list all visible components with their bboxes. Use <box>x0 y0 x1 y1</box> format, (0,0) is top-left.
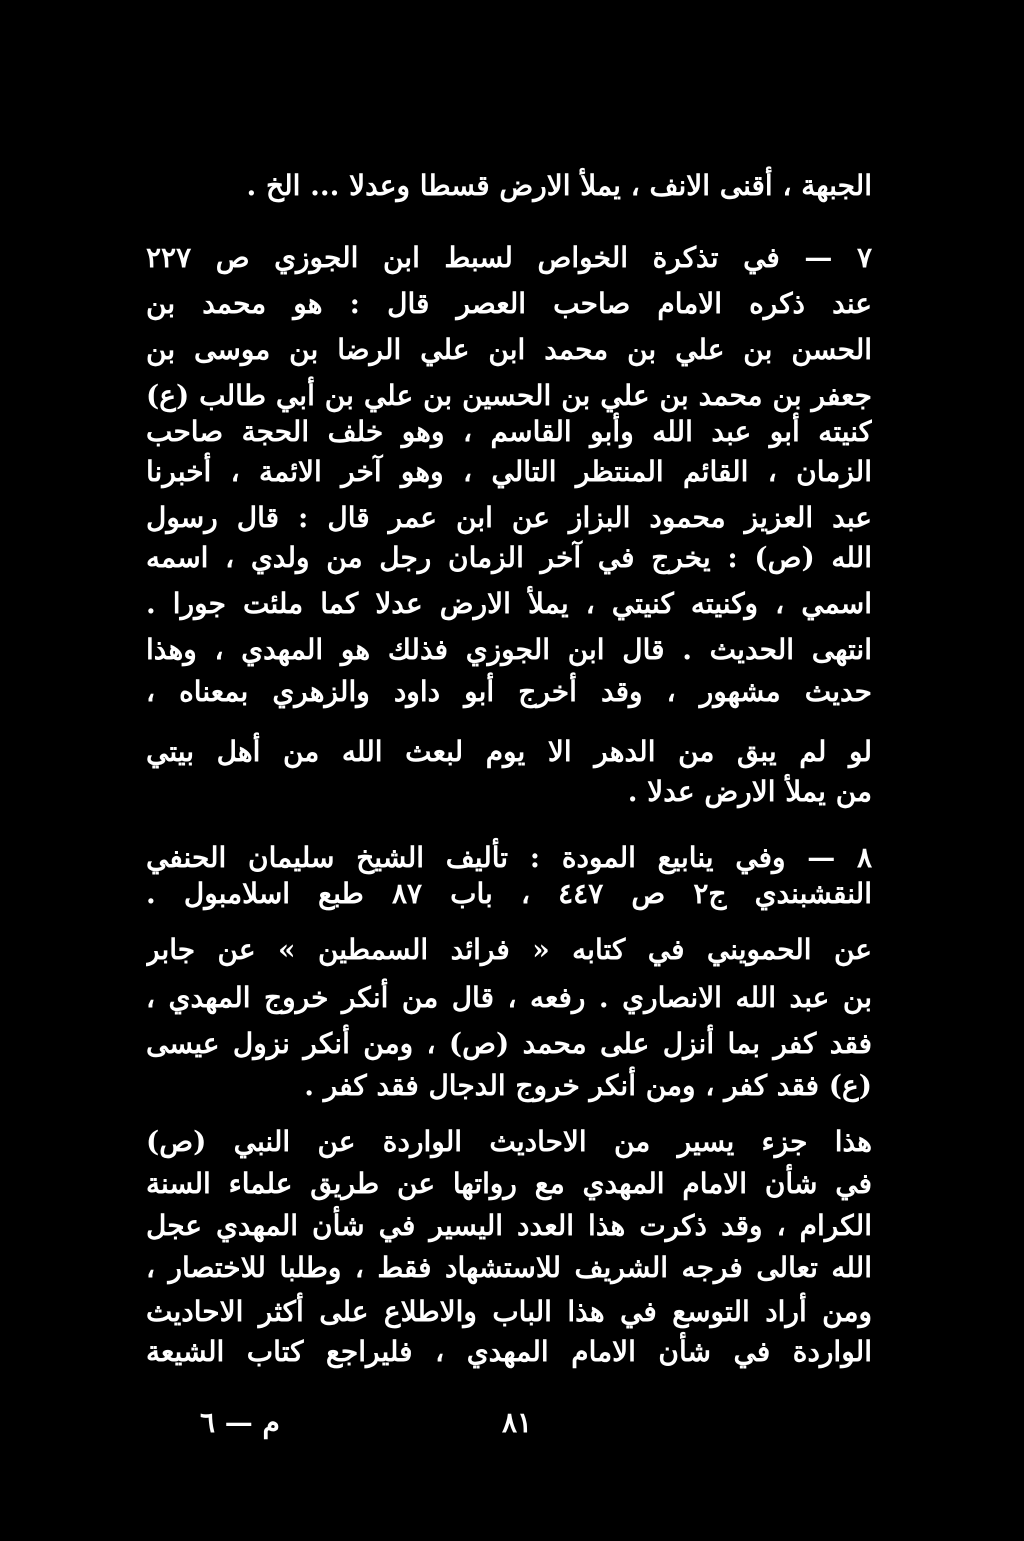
text-line: الواردة في شأن الامام المهدي ، فليراجع كتاب الشيعة <box>146 1335 872 1368</box>
text-line: بن عبد الله الانصاري . رفعه ، قال من أنكر خروج المهدي ، <box>146 981 872 1014</box>
text-line: الله (ص) : يخرج في آخر الزمان رجل من ولدي ، اسمه <box>146 541 872 574</box>
text-line: فقد كفر بما أنزل على محمد (ص) ، ومن أنكر نزول عيسى <box>146 1027 872 1060</box>
text-line: هذا جزء يسير من الاحاديث الواردة عن النبي (ص) <box>146 1125 872 1158</box>
text-line: لو لم يبق من الدهر الا يوم لبعث الله من أهل بيتي <box>146 735 872 768</box>
text-line: النقشبندي ج٢ ص ٤٤٧ ، باب ٨٧ طبع اسلامبول . <box>146 877 872 910</box>
text-line: عند ذكره الامام صاحب العصر قال : هو محمد بن <box>146 287 872 320</box>
text-line: الكرام ، وقد ذكرت هذا العدد اليسير في شأن المهدي عجل <box>146 1209 872 1242</box>
text-line: الحسن بن علي بن محمد ابن علي الرضا بن موسى بن <box>146 333 872 366</box>
text-line: الزمان ، القائم المنتظر التالي ، وهو آخر الائمة ، أخبرنا <box>146 455 872 488</box>
text-line: ٧ — في تذكرة الخواص لسبط ابن الجوزي ص ٢٢٧ <box>146 241 872 274</box>
text-line: عن الحمويني في كتابه « فرائد السمطين » عن جابر <box>146 933 872 966</box>
text-line: اسمي ، وكنيته كنيتي ، يملأ الارض عدلا كما ملئت جورا . <box>146 587 872 620</box>
text-line: حديث مشهور ، وقد أخرج أبو داود والزهري بمعناه ، <box>146 675 872 708</box>
text-line: الجبهة ، أقنى الانف ، يملأ الارض قسطا وعدلا ... الخ . <box>246 169 872 202</box>
text-line: جعفر بن محمد بن علي بن الحسين بن علي بن أبي طالب (ع) <box>146 379 872 412</box>
text-line: ومن أراد التوسع في هذا الباب والاطلاع على أكثر الاحاديث <box>146 1295 872 1328</box>
text-line: انتهى الحديث . قال ابن الجوزي فذلك هو المهدي ، وهذا <box>146 633 872 666</box>
text-line: من يملأ الارض عدلا . <box>627 775 872 808</box>
text-line: (ع) فقد كفر ، ومن أنكر خروج الدجال فقد كفر . <box>304 1069 872 1102</box>
text-line: كنيته أبو عبد الله وأبو القاسم ، وهو خلف الحجة صاحب <box>146 415 872 448</box>
signature-mark: م — ٦ <box>200 1406 280 1439</box>
text-line: الله تعالى فرجه الشريف للاستشهاد فقط ، وطلبا للاختصار ، <box>146 1251 872 1284</box>
text-line: ٨ — وفي ينابيع المودة : تأليف الشيخ سليمان الحنفي <box>146 841 872 874</box>
page-number: ٨١ <box>502 1406 533 1439</box>
text-line: في شأن الامام المهدي مع رواتها عن طريق علماء السنة <box>146 1167 872 1200</box>
text-line: عبد العزيز محمود البزاز عن ابن عمر قال : قال رسول <box>146 501 872 534</box>
